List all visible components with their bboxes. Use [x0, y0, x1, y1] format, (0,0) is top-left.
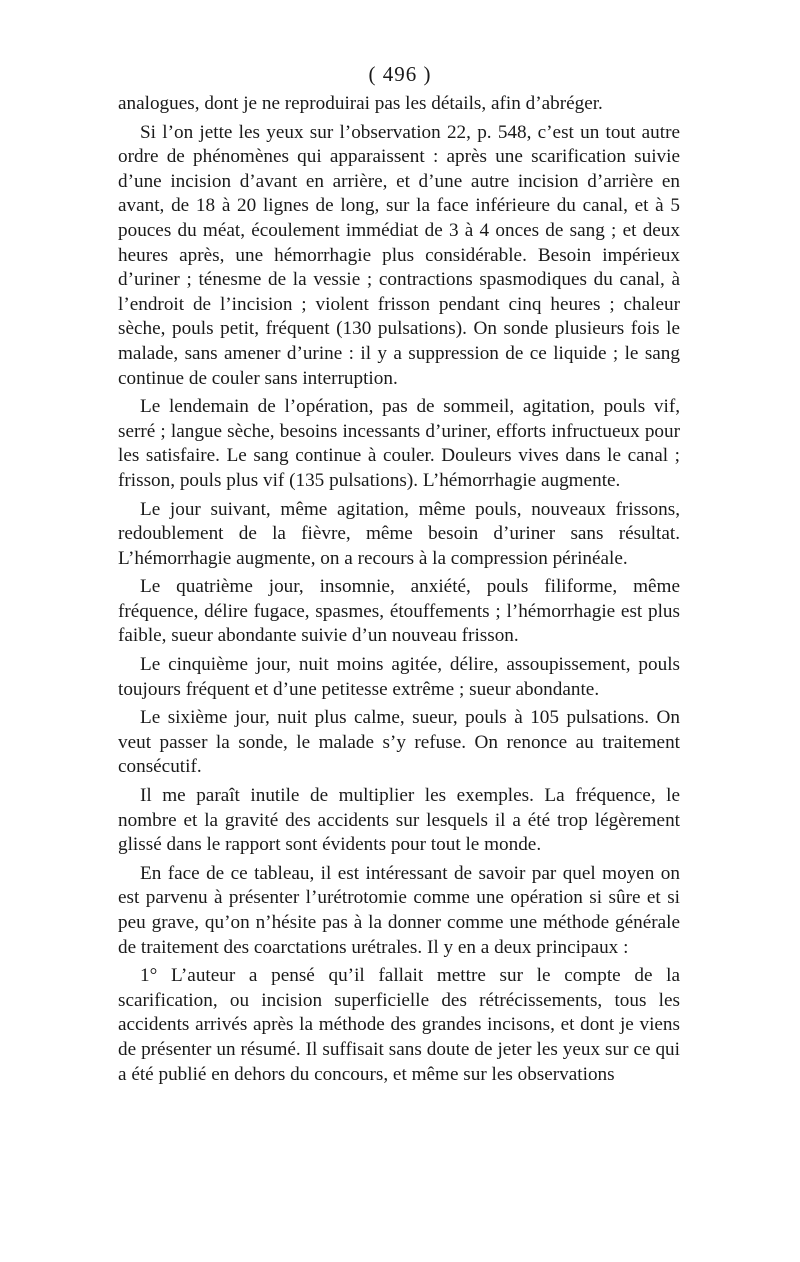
paragraph-3: Le lendemain de l’opération, pas de sommeil, agitation, pouls vif, serré ; langue sèche, besoins incessants d’uriner, efforts infructueux pour les satisfaire. Le sang continue à couler. Douleurs vives dans le canal ; frisson, pouls plus vif (135 pulsations). L’hémorrhagie augmente.	[118, 396, 680, 491]
page-number: ( 496 )	[368, 62, 432, 86]
paragraph-2: Si l’on jette les yeux sur l’observation 22, p. 548, c’est un tout autre ordre de phénomènes qui apparaissent : après une scarification suivie d’une incision d’avant en arrière, et d’une autre incision d’arrière en avant, de 18 à 20 lignes de long, sur la face inférieure du canal, et à 5 pouces du méat, écoulement immédiat de 3 à 4 onces de sang ; et deux heures après, une hémorrhagie plus considérable. Besoin impérieux d’uriner ; ténesme de la vessie ; contractions spasmodiques du canal, à l’endroit de l’incision ; violent frisson pendant cinq heures ; chaleur sèche, pouls petit, fréquent (130 pulsations). On sonde plusieurs fois le malade, sans amener d’urine : il y a suppression de ce liquide ; le sang continue de couler sans interruption.	[118, 121, 680, 389]
paragraph-5: Le quatrième jour, insomnie, anxiété, pouls filiforme, même fréquence, délire fugace, spasmes, étouffements ; l’hémorrhagie est plus faible, sueur abondante suivie d’un nouveau frisson.	[118, 576, 680, 647]
page-body	[118, 92, 680, 1091]
paragraph-8: Il me paraît inutile de multiplier les exemples. La fréquence, le nombre et la gravité des accidents sur lesquels il a été trop légèrement glissé dans le rapport sont évidents pour tout le monde.	[118, 785, 680, 856]
paragraph-7: Le sixième jour, nuit plus calme, sueur, pouls à 105 pulsations. On veut passer la sonde, le malade s’y refuse. On renonce au traitement consécutif.	[118, 707, 680, 778]
paragraph-9: En face de ce tableau, il est intéressant de savoir par quel moyen on est parvenu à présenter l’urétrotomie comme une opération si sûre et si peu grave, qu’on n’hésite pas à la donner comme une méthode générale de traitement des coarctations urétrales. Il y en a deux principaux :	[118, 862, 680, 958]
paragraph-6: Le cinquième jour, nuit moins agitée, délire, assoupissement, pouls toujours fréquent et d’une petitesse extrême ; sueur abondante.	[118, 654, 680, 700]
paragraph-1: analogues, dont je ne reproduirai pas les détails, afin d’abréger.	[118, 93, 603, 114]
paragraph-4: Le jour suivant, même agitation, même pouls, nouveaux frissons, redoublement de la fièvre, même besoin d’uriner sans résultat. L’hémorrhagie augmente, on a recours à la compression périnéale.	[118, 498, 680, 569]
paragraph-10: 1° L’auteur a pensé qu’il fallait mettre sur le compte de la scarification, ou incision superficielle des rétrécissements, tous les accidents arrivés après la méthode des grandes incisons, et dont je viens de présenter un résumé. Il suffisait sans doute de jeter les yeux sur ce qui a été publié en dehors du concours, et même sur les observations	[118, 965, 680, 1085]
